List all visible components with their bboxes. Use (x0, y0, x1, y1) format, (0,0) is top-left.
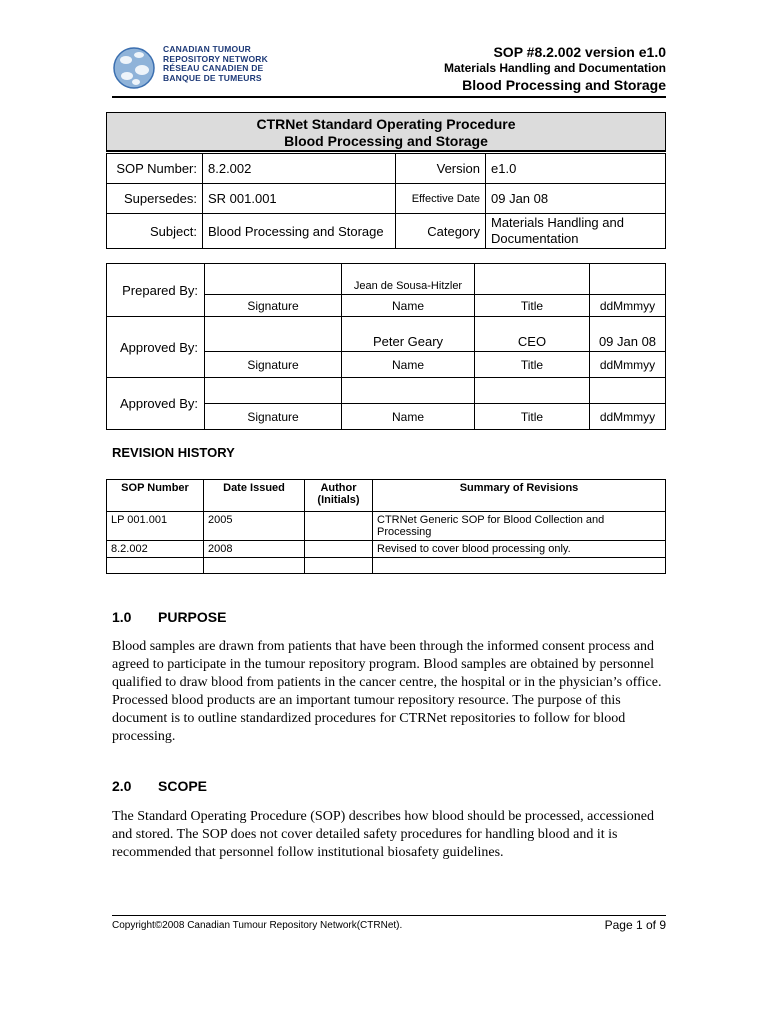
logo-line-1: CANADIAN TUMOUR (163, 44, 251, 54)
effective-date-label: Effective Date (396, 184, 486, 214)
approved2-date-field (590, 378, 666, 404)
rev-cell: CTRNet Generic SOP for Blood Collection and Processing (373, 512, 666, 541)
caption-title: Title (475, 352, 590, 378)
caption-name: Name (342, 352, 475, 378)
supersedes-label: Supersedes: (107, 184, 203, 214)
logo-line-4: BANQUE DE TUMEURS (163, 72, 262, 83)
sop-row-subject (107, 214, 666, 249)
category-label: Category (396, 214, 486, 249)
rev-col-date-issued: Date Issued (204, 480, 305, 512)
footer-copyright: Copyright©2008 Canadian Tumour Repository Network(CTRNet). (112, 920, 403, 931)
header-sop-version: SOP #8.2.002 version e1.0 (493, 44, 666, 60)
rev-cell: 8.2.002 (107, 541, 204, 558)
approved-date: 09 Jan 08 (590, 317, 666, 352)
title-block (106, 112, 666, 152)
logo-line-3: RÉSEAU CANADIEN DE (163, 63, 264, 73)
caption-title: Title (475, 404, 590, 430)
prepared-date-field (590, 264, 666, 295)
scope-paragraph: The Standard Operating Procedure (SOP) describes how blood should be processed, accessioned and stored. The SOP does not cover detailed safety procedures for handling blood and it is recommended that personnel follow institutional biosafety guidelines. (112, 809, 654, 860)
approved2-title-field (475, 378, 590, 404)
prepared-name: Jean de Sousa-Hitzler (342, 264, 475, 295)
scope-title: SCOPE (158, 778, 208, 794)
category-value: Materials Handling and Documentation (486, 214, 666, 249)
approved2-signature-field (205, 378, 342, 404)
caption-date: ddMmmyy (590, 352, 666, 378)
sop-row-number (107, 154, 666, 184)
caption-date: ddMmmyy (590, 295, 666, 317)
rev-col-summary: Summary of Revisions (373, 480, 666, 512)
sop-row-supersedes (107, 184, 666, 214)
header-divider (112, 96, 666, 98)
rev-cell (373, 558, 666, 574)
caption-signature: Signature (205, 295, 342, 317)
prepared-by-label: Prepared By: (107, 264, 205, 317)
approved-by-label-2: Approved By: (107, 378, 205, 430)
rev-cell (107, 558, 204, 574)
sop-number-value: 8.2.002 (203, 154, 396, 184)
rev-col-sop-number: SOP Number (107, 480, 204, 512)
caption-name: Name (342, 295, 475, 317)
effective-date-value: 09 Jan 08 (486, 184, 666, 214)
approved-signature-field (205, 317, 342, 352)
rev-cell (305, 512, 373, 541)
rev-cell: LP 001.001 (107, 512, 204, 541)
prepared-row (107, 264, 666, 295)
subject-label: Subject: (107, 214, 203, 249)
logo-line-2: REPOSITORY NETWORK (163, 53, 268, 64)
prepared-title-field (475, 264, 590, 295)
version-label: Version (396, 154, 486, 184)
title-line-1: CTRNet Standard Operating Procedure (256, 116, 516, 132)
supersedes-value: SR 001.001 (203, 184, 396, 214)
table-row (107, 541, 666, 558)
caption-title: Title (475, 295, 590, 317)
subject-value: Blood Processing and Storage (203, 214, 396, 249)
purpose-number: 1.0 (112, 609, 132, 625)
table-row (107, 558, 666, 574)
rev-cell: 2008 (204, 541, 305, 558)
revision-history-heading: REVISION HISTORY (112, 445, 235, 460)
sop-info-table (106, 153, 666, 249)
purpose-heading (112, 609, 226, 625)
footer-divider (112, 915, 666, 916)
caption-name: Name (342, 404, 475, 430)
purpose-paragraph: Blood samples are drawn from patients that have been through the informed consent process and agreed to participate in the tumour repository program. Blood samples are obtained by personnel qualified to draw blood from patients in the cancer centre, the hospital or in the physician’s office. Processed blood products are an important tumour repository resource. The purpose of this document is to outline standardized procedures for CTRNet repositories to follow for blood processing. (112, 639, 662, 744)
globe-icon (114, 48, 154, 88)
footer-page-number: Page 1 of 9 (604, 918, 666, 932)
rev-cell (305, 558, 373, 574)
approved-row-2 (107, 378, 666, 404)
rev-col-author: Author (Initials) (305, 480, 373, 512)
rev-cell: 2005 (204, 512, 305, 541)
logo-text (163, 45, 268, 83)
rev-cell (305, 541, 373, 558)
header-title: Blood Processing and Storage (462, 77, 666, 93)
signoff-table (106, 263, 666, 430)
title-line-2: Blood Processing and Storage (284, 133, 488, 149)
caption-signature: Signature (205, 404, 342, 430)
revision-history-table (106, 479, 666, 574)
approved-by-label: Approved By: (107, 317, 205, 378)
rev-cell (204, 558, 305, 574)
caption-signature: Signature (205, 352, 342, 378)
approved2-name-field (342, 378, 475, 404)
sop-number-label: SOP Number: (107, 154, 203, 184)
header-category: Materials Handling and Documentation (443, 61, 666, 75)
rev-cell: Revised to cover blood processing only. (373, 541, 666, 558)
scope-heading (112, 778, 207, 794)
document-header (444, 44, 666, 94)
approved-row-1 (107, 317, 666, 352)
scope-number: 2.0 (112, 778, 132, 794)
table-row (107, 512, 666, 541)
approved-title: CEO (475, 317, 590, 352)
prepared-signature-field (205, 264, 342, 295)
approved-name: Peter Geary (342, 317, 475, 352)
caption-date: ddMmmyy (590, 404, 666, 430)
purpose-title: PURPOSE (158, 609, 227, 625)
revision-header-row (107, 480, 666, 512)
version-value: e1.0 (486, 154, 666, 184)
